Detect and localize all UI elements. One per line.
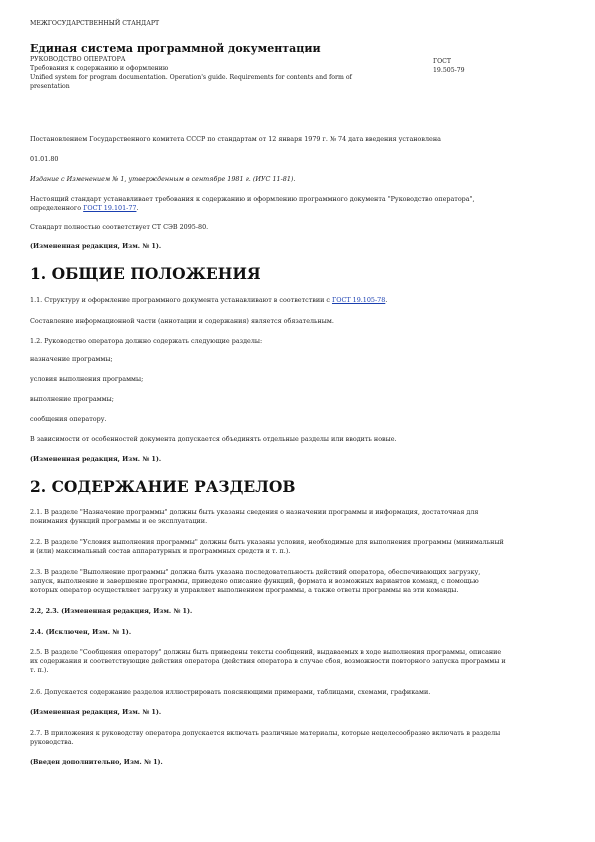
gost-19-105-link[interactable]: ГОСТ 19.105-78	[331, 296, 386, 304]
section-1-change-note: (Измененная редакция, Изм. № 1).	[30, 455, 162, 463]
section-1-p3: 1.2. Руководство оператора должно содержать следующие разделы:	[30, 337, 263, 345]
gost-label: ГОСТ	[433, 58, 452, 65]
document-subtitle-2: Требования к содержанию и оформлению	[30, 65, 169, 72]
compliance-note: Стандарт полностью соответствует СТ СЭВ 2095-80.	[30, 223, 209, 231]
p21-line-1: 2.1. В разделе "Назначение программы" должны быть указаны сведения о назначении программы и информация, достаточная для	[30, 508, 479, 516]
document-subtitle: РУКОВОДСТВО ОПЕРАТОРА	[30, 56, 126, 63]
p25-line-1: 2.5. В разделе "Сообщения оператору" должны быть приведены тексты сообщений, выдаваемых в ходе выполнения программы, описание	[30, 648, 502, 656]
p24-excluded: 2.4. (Исключен, Изм. № 1).	[30, 628, 132, 636]
section-1-p4: В зависимости от особенностей документа допускается объединять отдельные разделы или вводить новые.	[30, 435, 397, 443]
scope-prefix: определенного	[30, 204, 84, 212]
p21-line-2: понимания функций программы и ее эксплуатации.	[30, 517, 208, 525]
standard-type: МЕЖГОСУДАРСТВЕННЫЙ СТАНДАРТ	[30, 20, 160, 27]
section-1-p1	[30, 296, 387, 304]
p26: 2.6. Допускается содержание разделов иллюстрировать поясняющими примерами, таблицами, схемами, графиками.	[30, 688, 431, 696]
section-2-heading: 2. СОДЕРЖАНИЕ РАЗДЕЛОВ	[30, 477, 296, 496]
p22-p23-change-note: 2.2, 2.3. (Измененная редакция, Изм. № 1).	[30, 607, 193, 615]
p23-line-2: запуск, выполнение и завершение программы, приведено описание функций, формата и возможных вариантов команд, с помощью	[30, 577, 479, 585]
p26-change-note: (Измененная редакция, Изм. № 1).	[30, 708, 162, 716]
p23-line-3: которых оператор осуществляет загрузку и управляет выполнением программы, а также ответы программы на эти команды.	[30, 586, 459, 594]
english-title-line-2: presentation	[30, 83, 70, 90]
p1-suffix: .	[385, 296, 388, 304]
change-note: (Измененная редакция, Изм. № 1).	[30, 242, 162, 250]
decree-text: Постановлением Государственного комитета СССР по стандартам от 12 января 1979 г. № 74 дата введения установлена	[30, 135, 441, 143]
p27-introduced-note: (Введен дополнительно, Изм. № 1).	[30, 758, 163, 766]
scope-suffix: .	[136, 204, 139, 212]
english-title-line-1: Unified system for program documentation. Operation's guide. Requirements for contents and form of	[30, 74, 352, 81]
effective-date: 01.01.80	[30, 155, 59, 163]
p25-line-3: т. п.).	[30, 666, 49, 674]
list-item: выполнение программы;	[30, 395, 114, 403]
section-1-heading: 1. ОБЩИЕ ПОЛОЖЕНИЯ	[30, 264, 261, 283]
document-title: Единая система программной документации	[30, 42, 321, 55]
gost-19-101-link[interactable]: ГОСТ 19.101-77	[83, 204, 137, 212]
gost-number: 19.505-79	[433, 67, 465, 74]
p22-line-1: 2.2. В разделе "Условия выполнения программы" должны быть указаны условия, необходимые для выполнения программы (минимальный	[30, 538, 504, 546]
p1-prefix: 1.1. Структуру и оформление программного документа устанавливают в соответствии с	[30, 296, 332, 304]
p27-line-1: 2.7. В приложения к руководству оператора допускается включать различные материалы, которые нецелесообразно включать в разделы	[30, 729, 501, 737]
p25-line-2: их содержания и соответствующие действия оператора (действия оператора в случае сбоя, возможности повторного запуска программы и	[30, 657, 506, 665]
section-1-p2: Составление информационной части (аннотации и содержания) является обязательным.	[30, 317, 334, 325]
list-item: условия выполнения программы;	[30, 375, 144, 383]
scope-line-1: Настоящий стандарт устанавливает требования к содержанию и оформлению программного документа "Руководство оператора",	[30, 195, 475, 203]
scope-line-2	[30, 204, 139, 212]
list-item: сообщения оператору.	[30, 415, 107, 423]
p22-line-2: и (или) максимальный состав аппаратурных и программных средств и т. п.).	[30, 547, 291, 555]
edition-note: Издание с Изменением № 1, утвержденным в сентябре 1981 г. (ИУС 11-81).	[30, 175, 296, 183]
p27-line-2: руководства.	[30, 738, 74, 746]
p23-line-1: 2.3. В разделе "Выполнение программы" должна быть указана последовательность действий оператора, обеспечивающих загрузку,	[30, 568, 481, 576]
list-item: назначение программы;	[30, 355, 113, 363]
